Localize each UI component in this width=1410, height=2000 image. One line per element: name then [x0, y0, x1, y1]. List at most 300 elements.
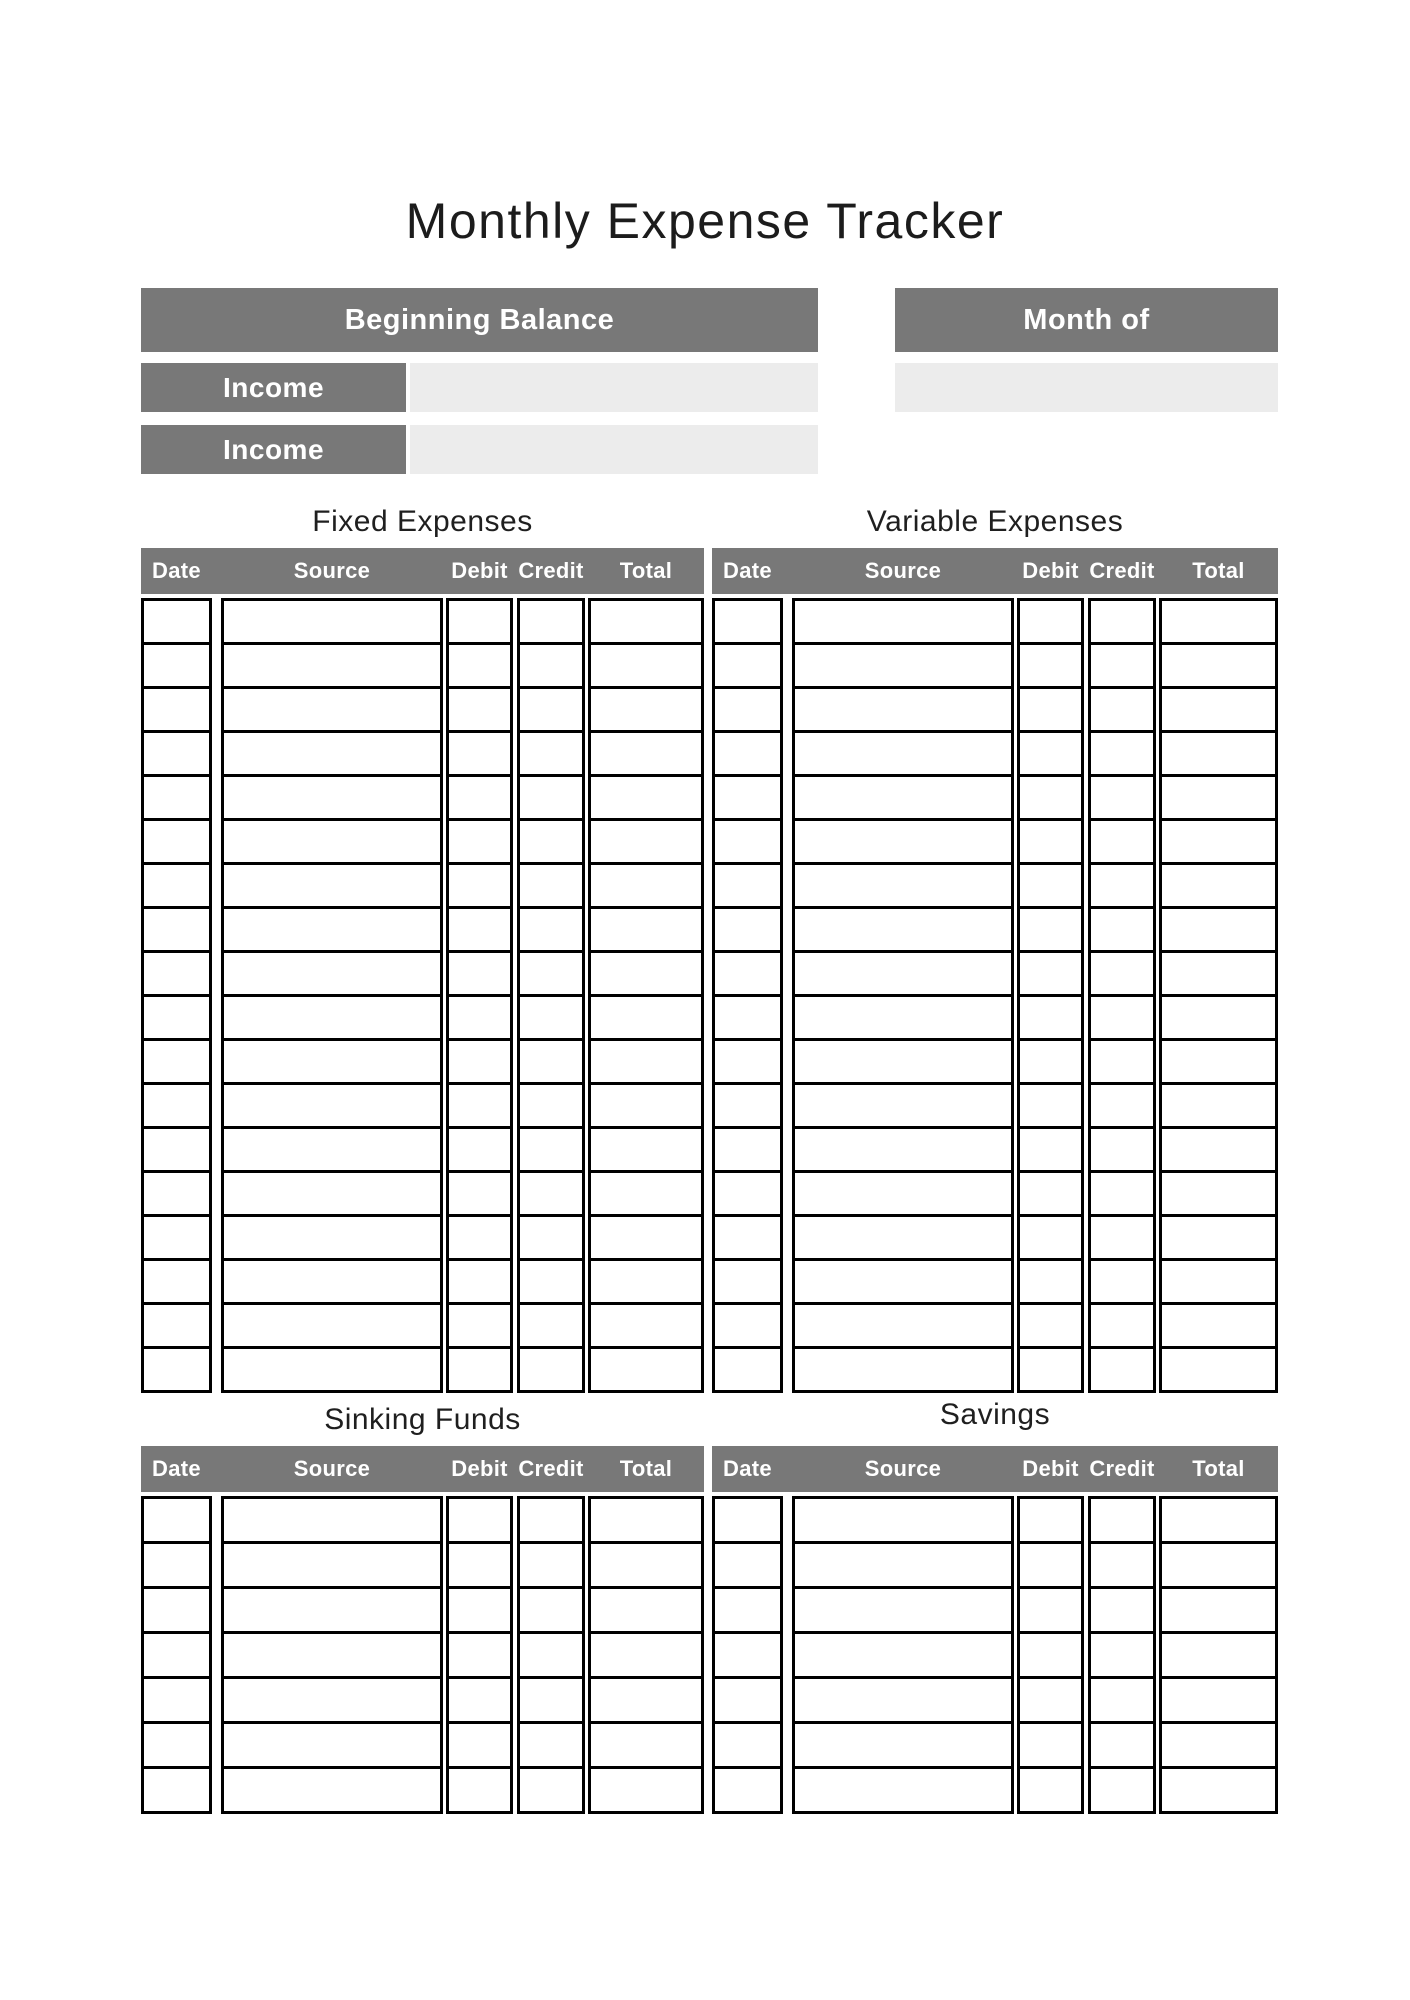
table-cell-total[interactable]: [1162, 645, 1275, 686]
table-cell-debit[interactable]: [1020, 821, 1081, 862]
table-cell-source[interactable]: [224, 1499, 440, 1541]
table-cell-debit[interactable]: [449, 909, 510, 950]
table-cell-total[interactable]: [591, 1261, 701, 1302]
table-cell-source[interactable]: [224, 1724, 440, 1766]
table-cell-debit[interactable]: [1020, 1499, 1081, 1541]
table-cell-source[interactable]: [224, 997, 440, 1038]
table-cell-credit[interactable]: [520, 953, 582, 994]
table-cell-total[interactable]: [591, 777, 701, 818]
income-label-1: Income: [141, 363, 406, 412]
month-value-field[interactable]: [895, 363, 1278, 412]
column-header-credit: Credit: [1089, 1456, 1155, 1481]
table-cell-debit[interactable]: [1020, 1041, 1081, 1082]
table-cell-credit[interactable]: [520, 997, 582, 1038]
table-cell-total[interactable]: [591, 1679, 701, 1721]
table-cell-date[interactable]: [715, 1544, 780, 1586]
table-cell-total[interactable]: [591, 1589, 701, 1631]
table-cell-source[interactable]: [795, 821, 1011, 862]
table-cell-debit[interactable]: [449, 953, 510, 994]
table-cell-total[interactable]: [591, 601, 701, 642]
table-cell-debit[interactable]: [449, 1349, 510, 1390]
table-cell-date[interactable]: [715, 1499, 780, 1541]
table-cell-source[interactable]: [224, 601, 440, 642]
table-cell-source[interactable]: [795, 645, 1011, 686]
table-cell-date[interactable]: [715, 997, 780, 1038]
table-cell-total[interactable]: [1162, 1769, 1275, 1811]
table-cell-date[interactable]: [144, 1173, 209, 1214]
table-cell-debit[interactable]: [1020, 1349, 1081, 1390]
table-cell-total[interactable]: [591, 1173, 701, 1214]
table-cell-credit[interactable]: [520, 1634, 582, 1676]
table-cell-source[interactable]: [224, 821, 440, 862]
table-cell-credit[interactable]: [1091, 1769, 1153, 1811]
table-cell-date[interactable]: [144, 1349, 209, 1390]
table-cell-total[interactable]: [1162, 1544, 1275, 1586]
table-cell-date[interactable]: [144, 645, 209, 686]
column-date: [712, 1496, 783, 1814]
table-cell-total[interactable]: [591, 733, 701, 774]
table-cell-debit[interactable]: [449, 865, 510, 906]
table-cell-credit[interactable]: [1091, 1544, 1153, 1586]
table-cell-date[interactable]: [715, 865, 780, 906]
table-cell-total[interactable]: [1162, 689, 1275, 730]
table-cell-source[interactable]: [224, 865, 440, 906]
table-cell-date[interactable]: [144, 1129, 209, 1170]
table-cell-date[interactable]: [144, 1589, 209, 1631]
table-cell-debit[interactable]: [1020, 953, 1081, 994]
table-cell-date[interactable]: [144, 1499, 209, 1541]
table-fixed-expenses: [141, 548, 704, 1393]
column-credit: [1088, 1496, 1156, 1814]
table-cell-date[interactable]: [144, 997, 209, 1038]
table-cell-date[interactable]: [715, 1173, 780, 1214]
table-cell-debit[interactable]: [449, 1769, 510, 1811]
table-cell-source[interactable]: [224, 1769, 440, 1811]
table-header: [712, 548, 1278, 594]
table-cell-date[interactable]: [144, 953, 209, 994]
table-cell-total[interactable]: [1162, 1589, 1275, 1631]
table-cell-source[interactable]: [224, 1589, 440, 1631]
table-cell-source[interactable]: [795, 1679, 1011, 1721]
table-cell-debit[interactable]: [449, 645, 510, 686]
table-cell-debit[interactable]: [1020, 1544, 1081, 1586]
table-cell-total[interactable]: [591, 689, 701, 730]
table-cell-total[interactable]: [1162, 1349, 1275, 1390]
table-cell-source[interactable]: [224, 909, 440, 950]
table-cell-debit[interactable]: [449, 1041, 510, 1082]
column-header-credit: Credit: [518, 1456, 584, 1481]
table-cell-debit[interactable]: [449, 1724, 510, 1766]
table-cell-source[interactable]: [795, 1129, 1011, 1170]
table-cell-date[interactable]: [715, 953, 780, 994]
table-cell-total[interactable]: [1162, 909, 1275, 950]
table-cell-debit[interactable]: [449, 1544, 510, 1586]
table-cell-debit[interactable]: [449, 1261, 510, 1302]
table-cell-source[interactable]: [795, 1085, 1011, 1126]
table-cell-source[interactable]: [795, 1724, 1011, 1766]
table-cell-date[interactable]: [144, 1679, 209, 1721]
table-cell-credit[interactable]: [1091, 1589, 1153, 1631]
table-cell-credit[interactable]: [1091, 821, 1153, 862]
table-cell-total[interactable]: [1162, 777, 1275, 818]
table-cell-total[interactable]: [1162, 1634, 1275, 1676]
table-cell-date[interactable]: [715, 1769, 780, 1811]
table-cell-source[interactable]: [795, 1769, 1011, 1811]
table-cell-total[interactable]: [591, 1305, 701, 1346]
table-cell-credit[interactable]: [520, 1544, 582, 1586]
table-cell-total[interactable]: [1162, 953, 1275, 994]
table-cell-debit[interactable]: [1020, 1217, 1081, 1258]
table-cell-debit[interactable]: [449, 1085, 510, 1126]
table-cell-date[interactable]: [715, 1679, 780, 1721]
table-cell-source[interactable]: [795, 733, 1011, 774]
table-cell-debit[interactable]: [449, 1305, 510, 1346]
table-cell-total[interactable]: [1162, 1041, 1275, 1082]
table-cell-credit[interactable]: [520, 909, 582, 950]
table-cell-credit[interactable]: [1091, 1261, 1153, 1302]
table-cell-source[interactable]: [224, 1544, 440, 1586]
table-cell-source[interactable]: [224, 689, 440, 730]
table-cell-date[interactable]: [715, 1589, 780, 1631]
table-body: [712, 1496, 1278, 1814]
table-cell-date[interactable]: [144, 1634, 209, 1676]
table-cell-source[interactable]: [795, 689, 1011, 730]
table-cell-credit[interactable]: [1091, 909, 1153, 950]
table-cell-credit[interactable]: [1091, 1217, 1153, 1258]
column-header-source: Source: [293, 558, 371, 583]
table-cell-date[interactable]: [715, 1261, 780, 1302]
table-cell-total[interactable]: [1162, 997, 1275, 1038]
column-source: [792, 1496, 1014, 1814]
table-cell-date[interactable]: [715, 1129, 780, 1170]
table-cell-credit[interactable]: [1091, 1041, 1153, 1082]
table-cell-credit[interactable]: [1091, 1499, 1153, 1541]
month-of-label: Month of: [1023, 303, 1150, 336]
table-cell-credit[interactable]: [1091, 1305, 1153, 1346]
table-cell-date[interactable]: [144, 909, 209, 950]
table-cell-total[interactable]: [1162, 1173, 1275, 1214]
table-cell-date[interactable]: [715, 689, 780, 730]
table-cell-debit[interactable]: [449, 733, 510, 774]
table-cell-debit[interactable]: [449, 997, 510, 1038]
column-header-debit: Debit: [451, 1456, 508, 1481]
table-cell-debit[interactable]: [1020, 733, 1081, 774]
table-cell-date[interactable]: [715, 821, 780, 862]
column-date: [141, 598, 212, 1393]
table-cell-date[interactable]: [715, 777, 780, 818]
income-value-field-1[interactable]: [410, 363, 818, 412]
table-cell-source[interactable]: [224, 1129, 440, 1170]
table-cell-total[interactable]: [591, 1544, 701, 1586]
column-header-total: Total: [619, 558, 673, 583]
column-credit: [517, 598, 585, 1393]
table-cell-debit[interactable]: [449, 1217, 510, 1258]
table-cell-debit[interactable]: [449, 1589, 510, 1631]
table-cell-source[interactable]: [795, 1634, 1011, 1676]
column-header-source: Source: [864, 558, 942, 583]
table-cell-debit[interactable]: [1020, 997, 1081, 1038]
table-cell-total[interactable]: [591, 1085, 701, 1126]
table-cell-source[interactable]: [224, 1173, 440, 1214]
table-cell-total[interactable]: [591, 997, 701, 1038]
table-cell-source[interactable]: [224, 1041, 440, 1082]
table-cell-source[interactable]: [795, 1041, 1011, 1082]
beginning-balance-label: Beginning Balance: [344, 303, 615, 336]
table-cell-total[interactable]: [591, 1769, 701, 1811]
table-cell-credit[interactable]: [520, 1173, 582, 1214]
table-cell-credit[interactable]: [1091, 601, 1153, 642]
table-cell-source[interactable]: [795, 1544, 1011, 1586]
table-cell-source[interactable]: [795, 601, 1011, 642]
column-header-date: Date: [152, 1456, 201, 1481]
table-cell-credit[interactable]: [520, 1129, 582, 1170]
table-cell-total[interactable]: [591, 1724, 701, 1766]
table-cell-total[interactable]: [591, 865, 701, 906]
table-cell-source[interactable]: [795, 1499, 1011, 1541]
table-cell-total[interactable]: [1162, 1724, 1275, 1766]
table-cell-date[interactable]: [715, 601, 780, 642]
table-cell-credit[interactable]: [520, 1589, 582, 1631]
column-total: [1159, 1496, 1278, 1814]
table-cell-credit[interactable]: [520, 1769, 582, 1811]
table-cell-total[interactable]: [591, 645, 701, 686]
table-header: [141, 548, 704, 594]
income-label-2: Income: [141, 425, 406, 474]
table-cell-total[interactable]: [591, 1217, 701, 1258]
column-header-debit: Debit: [1022, 1456, 1079, 1481]
beginning-balance-header: [141, 288, 818, 352]
table-cell-credit[interactable]: [1091, 1679, 1153, 1721]
column-source: [221, 1496, 443, 1814]
table-cell-credit[interactable]: [520, 1085, 582, 1126]
table-cell-total[interactable]: [1162, 1129, 1275, 1170]
column-date: [712, 598, 783, 1393]
table-cell-credit[interactable]: [520, 821, 582, 862]
table-cell-source[interactable]: [795, 865, 1011, 906]
section-title-sinking-funds: Sinking Funds: [324, 1403, 521, 1436]
table-cell-total[interactable]: [1162, 601, 1275, 642]
table-cell-credit[interactable]: [1091, 1349, 1153, 1390]
table-cell-credit[interactable]: [1091, 1634, 1153, 1676]
table-cell-debit[interactable]: [1020, 865, 1081, 906]
table-cell-debit[interactable]: [449, 1679, 510, 1721]
table-cell-total[interactable]: [591, 1349, 701, 1390]
table-cell-debit[interactable]: [1020, 689, 1081, 730]
table-cell-credit[interactable]: [520, 1499, 582, 1541]
table-cell-credit[interactable]: [1091, 645, 1153, 686]
table-cell-source[interactable]: [795, 1349, 1011, 1390]
table-cell-credit[interactable]: [520, 601, 582, 642]
table-cell-debit[interactable]: [1020, 1634, 1081, 1676]
table-cell-credit[interactable]: [1091, 953, 1153, 994]
table-cell-debit[interactable]: [449, 601, 510, 642]
table-cell-credit[interactable]: [520, 689, 582, 730]
table-header: [141, 1446, 704, 1492]
column-total: [588, 1496, 704, 1814]
table-cell-source[interactable]: [224, 1349, 440, 1390]
table-cell-total[interactable]: [1162, 733, 1275, 774]
table-header: [712, 1446, 1278, 1492]
table-cell-source[interactable]: [795, 1217, 1011, 1258]
table-cell-credit[interactable]: [1091, 733, 1153, 774]
table-cell-debit[interactable]: [1020, 1724, 1081, 1766]
table-cell-debit[interactable]: [1020, 1129, 1081, 1170]
table-cell-total[interactable]: [591, 1129, 701, 1170]
table-cell-date[interactable]: [144, 689, 209, 730]
column-header-total: Total: [1192, 558, 1245, 583]
column-header-credit: Credit: [1089, 558, 1155, 583]
table-cell-date[interactable]: [144, 1769, 209, 1811]
table-cell-source[interactable]: [224, 733, 440, 774]
table-cell-credit[interactable]: [1091, 1129, 1153, 1170]
table-cell-debit[interactable]: [1020, 1173, 1081, 1214]
table-cell-date[interactable]: [144, 1217, 209, 1258]
table-cell-source[interactable]: [224, 953, 440, 994]
table-cell-source[interactable]: [224, 1305, 440, 1346]
table-cell-date[interactable]: [144, 777, 209, 818]
table-cell-credit[interactable]: [520, 645, 582, 686]
table-cell-credit[interactable]: [1091, 777, 1153, 818]
column-header-source: Source: [293, 1456, 371, 1481]
table-cell-credit[interactable]: [520, 1305, 582, 1346]
table-cell-total[interactable]: [1162, 1217, 1275, 1258]
table-cell-debit[interactable]: [1020, 1679, 1081, 1721]
table-cell-source[interactable]: [224, 1085, 440, 1126]
column-source: [221, 598, 443, 1393]
column-date: [141, 1496, 212, 1814]
column-header-total: Total: [619, 1456, 673, 1481]
table-cell-credit[interactable]: [1091, 1724, 1153, 1766]
table-cell-debit[interactable]: [1020, 601, 1081, 642]
table-cell-date[interactable]: [715, 1724, 780, 1766]
table-cell-source[interactable]: [795, 777, 1011, 818]
table-cell-debit[interactable]: [449, 1129, 510, 1170]
table-cell-date[interactable]: [715, 1085, 780, 1126]
table-cell-credit[interactable]: [520, 865, 582, 906]
table-cell-total[interactable]: [1162, 1679, 1275, 1721]
table-cell-total[interactable]: [1162, 1305, 1275, 1346]
table-cell-debit[interactable]: [449, 1634, 510, 1676]
table-cell-credit[interactable]: [1091, 689, 1153, 730]
table-cell-date[interactable]: [715, 1349, 780, 1390]
table-cell-date[interactable]: [144, 601, 209, 642]
table-cell-source[interactable]: [795, 1261, 1011, 1302]
table-cell-total[interactable]: [591, 1041, 701, 1082]
column-total: [1159, 598, 1278, 1393]
table-cell-total[interactable]: [591, 821, 701, 862]
table-cell-date[interactable]: [715, 733, 780, 774]
table-cell-date[interactable]: [715, 1634, 780, 1676]
table-cell-debit[interactable]: [1020, 1085, 1081, 1126]
table-cell-date[interactable]: [144, 821, 209, 862]
table-cell-credit[interactable]: [520, 1041, 582, 1082]
table-cell-total[interactable]: [1162, 1261, 1275, 1302]
column-debit: [446, 598, 513, 1393]
table-cell-total[interactable]: [1162, 821, 1275, 862]
income-value-field-2[interactable]: [410, 425, 818, 474]
table-cell-source[interactable]: [224, 777, 440, 818]
table-cell-debit[interactable]: [449, 1173, 510, 1214]
table-cell-debit[interactable]: [1020, 645, 1081, 686]
table-cell-debit[interactable]: [1020, 1305, 1081, 1346]
table-cell-total[interactable]: [1162, 1499, 1275, 1541]
table-cell-date[interactable]: [144, 1041, 209, 1082]
table-cell-credit[interactable]: [1091, 1173, 1153, 1214]
column-debit: [446, 1496, 513, 1814]
table-cell-total[interactable]: [591, 953, 701, 994]
page-title: Monthly Expense Tracker: [405, 193, 1005, 249]
table-cell-source[interactable]: [224, 1679, 440, 1721]
table-cell-debit[interactable]: [1020, 909, 1081, 950]
table-cell-source[interactable]: [795, 1305, 1011, 1346]
table-cell-source[interactable]: [795, 997, 1011, 1038]
table-cell-credit[interactable]: [520, 777, 582, 818]
table-cell-debit[interactable]: [1020, 777, 1081, 818]
table-cell-date[interactable]: [144, 1724, 209, 1766]
table-cell-debit[interactable]: [449, 689, 510, 730]
column-header-date: Date: [723, 1456, 772, 1481]
table-cell-source[interactable]: [795, 1589, 1011, 1631]
table-cell-credit[interactable]: [1091, 997, 1153, 1038]
table-cell-credit[interactable]: [520, 733, 582, 774]
table-cell-date[interactable]: [144, 865, 209, 906]
table-cell-date[interactable]: [715, 909, 780, 950]
table-cell-date[interactable]: [144, 1305, 209, 1346]
column-debit: [1017, 1496, 1084, 1814]
table-cell-credit[interactable]: [520, 1261, 582, 1302]
table-cell-credit[interactable]: [520, 1349, 582, 1390]
table-cell-date[interactable]: [715, 1041, 780, 1082]
column-header-date: Date: [152, 558, 201, 583]
table-cell-credit[interactable]: [1091, 1085, 1153, 1126]
table-cell-debit[interactable]: [1020, 1769, 1081, 1811]
table-cell-debit[interactable]: [449, 821, 510, 862]
table-cell-total[interactable]: [1162, 1085, 1275, 1126]
column-source: [792, 598, 1014, 1393]
table-cell-source[interactable]: [795, 953, 1011, 994]
table-cell-date[interactable]: [715, 1305, 780, 1346]
table-cell-debit[interactable]: [1020, 1589, 1081, 1631]
section-title-variable-expenses: Variable Expenses: [866, 505, 1124, 538]
column-header-date: Date: [723, 558, 772, 583]
table-cell-total[interactable]: [591, 1499, 701, 1541]
table-cell-debit[interactable]: [449, 1499, 510, 1541]
table-cell-date[interactable]: [144, 1544, 209, 1586]
table-cell-total[interactable]: [1162, 865, 1275, 906]
table-cell-date[interactable]: [715, 645, 780, 686]
table-cell-total[interactable]: [591, 909, 701, 950]
table-cell-credit[interactable]: [520, 1217, 582, 1258]
table-cell-credit[interactable]: [520, 1724, 582, 1766]
column-header-debit: Debit: [451, 558, 508, 583]
table-cell-credit[interactable]: [520, 1679, 582, 1721]
table-cell-credit[interactable]: [1091, 865, 1153, 906]
column-total: [588, 598, 704, 1393]
table-cell-source[interactable]: [224, 1261, 440, 1302]
table-cell-debit[interactable]: [449, 777, 510, 818]
table-cell-date[interactable]: [144, 1261, 209, 1302]
table-cell-date[interactable]: [144, 733, 209, 774]
table-cell-source[interactable]: [224, 1217, 440, 1258]
table-cell-source[interactable]: [795, 909, 1011, 950]
table-cell-source[interactable]: [224, 645, 440, 686]
table-cell-date[interactable]: [715, 1217, 780, 1258]
table-cell-debit[interactable]: [1020, 1261, 1081, 1302]
table-cell-date[interactable]: [144, 1085, 209, 1126]
table-cell-source[interactable]: [795, 1173, 1011, 1214]
table-cell-source[interactable]: [224, 1634, 440, 1676]
table-cell-total[interactable]: [591, 1634, 701, 1676]
